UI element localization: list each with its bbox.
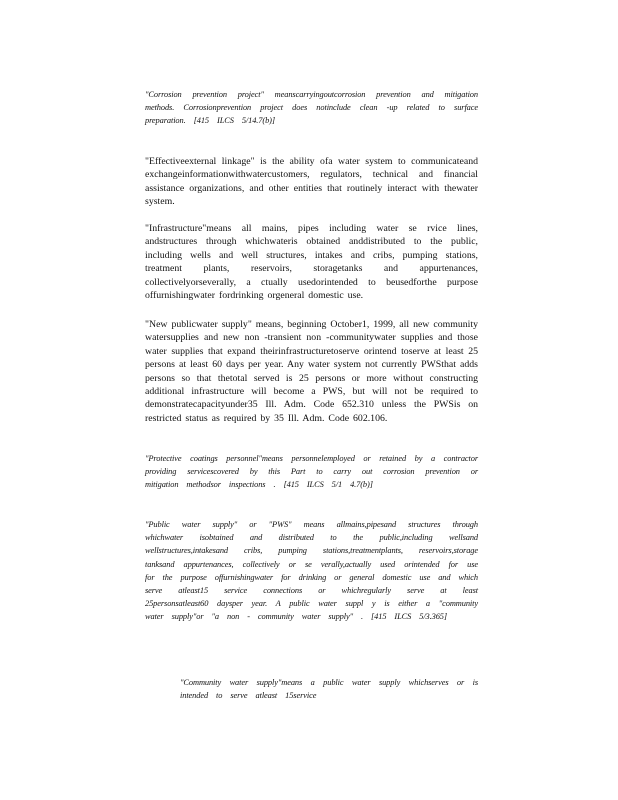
definition-effective-external-linkage: "Effectiveexternal linkage" is the ability ofa water system to communicateand exchangeinformationwithwatercustomers, regulators, technical and financial assistance organizations, and other entities that routinely interact with thewater system. bbox=[145, 156, 478, 208]
definition-corrosion-prevention-project: "Corrosion prevention project" meanscarryingoutcorrosion prevention and mitigation methods. Corrosionprevention project does notinclude clean -up related to surface preparation. [415 ILCS 5/14.7(b)] bbox=[145, 90, 478, 126]
definition-public-water-supply: "Public water supply" or "PWS" means allmains,pipesand structures through whichwater isobtained and distributed to the public,including wellsand wellstructures,intakesand cribs, pumping stations,treatmentplants, reservoirs,storage tanksand appurtenances, collectively or se verally,actually used orintended for use for the purpose offurnishingwater for drinking or general domestic use and which serve atleast15 service connections or whichregularly serve at least 25personsatleast60 daysper year. A public water suppl y is either a "community water supply"or "a non - community water supply" . [415 ILCS 5/3.365] bbox=[145, 520, 478, 622]
definition-infrastructure: "Infrastructure"means all mains, pipes including water se rvice lines, andstructures through whichwateris obtained anddistributed to the public, including wells and well structures, intakes and cribs, pumping stations, treatment plants, reservoirs, storagetanks and appurtenances, collectivelyorseverally, a ctually usedorintended to beusedforthe purpose offurnishingwater fordrinking orgeneral domestic use. bbox=[145, 223, 478, 302]
definition-new-public-water-supply: "New publicwater supply" means, beginning October1, 1999, all new community watersupplies and new non -transient non -communitywater supplies and those water supplies that expand theirinfrastructuretoserve orintend toserve at least 25 persons at least 60 days per year. Any water system not currently PWSthat adds persons so that thetotal served is 25 persons or more without constructing additional infrastructure will become a PWS, but will not be required to demonstratecapacityunder35 Ill. Adm. Code 652.310 unless the PWSis on restricted status as required by 35 Ill. Adm. Code 602.106. bbox=[145, 319, 478, 424]
definition-community-water-supply: "Community water supply"means a public water supply whichserves or is intended to serve atleast 15service bbox=[180, 678, 478, 701]
definition-protective-coatings-personnel: "Protective coatings personnel"means personnelemployed or retained by a contractor providing servicescovered by this Part to carry out corrosion prevention or mitigation methodsor inspections . [415 ILCS 5/1 4.7(b)] bbox=[145, 454, 478, 490]
